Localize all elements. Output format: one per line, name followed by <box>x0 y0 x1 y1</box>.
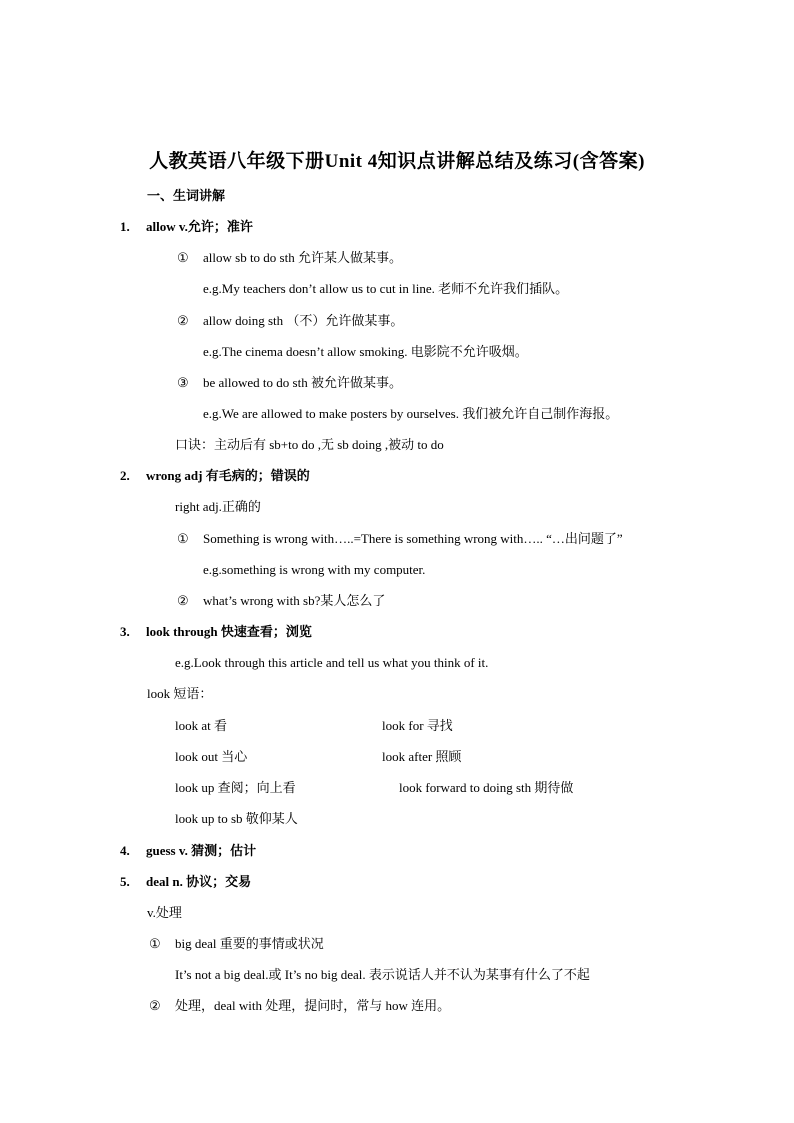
item-2-point-1 <box>177 530 623 548</box>
section-heading: 一、生词讲解 <box>147 188 226 203</box>
item-2-heading <box>120 467 310 485</box>
example-sentence: e.g.The cinema doesn’t allow smoking. 电影院不允许吸烟。 <box>203 344 528 359</box>
circled-number: ② <box>177 313 189 328</box>
circled-number: ② <box>149 998 161 1013</box>
antonym-note: right adj.正确的 <box>175 499 261 514</box>
example-sentence: e.g.We are allowed to make posters by ourselves. 我们被允许自己制作海报。 <box>203 406 619 421</box>
point-text: be allowed to do sth 被允许做某事。 <box>203 375 402 390</box>
item-number: 2. <box>120 468 130 483</box>
example-sentence: e.g.Look through this article and tell us what you think of it. <box>175 655 489 670</box>
circled-number: ② <box>177 593 189 608</box>
example-sentence: e.g.something is wrong with my computer. <box>203 562 426 577</box>
point-text: what’s wrong with sb?某人怎么了 <box>203 593 386 608</box>
item-1-point-2 <box>177 312 403 330</box>
item-number: 3. <box>120 624 130 639</box>
circled-number: ① <box>149 936 161 951</box>
example-sentence: e.g.My teachers don’t allow us to cut in line. 老师不允许我们插队。 <box>203 281 569 296</box>
phrase-right: look forward to doing sth 期待做 <box>399 780 574 795</box>
item-number: 4. <box>120 843 130 858</box>
item-title: deal n. 协议；交易 <box>146 874 252 889</box>
item-number: 5. <box>120 874 130 889</box>
circled-number: ① <box>177 531 189 546</box>
item-1-point-1 <box>177 249 402 267</box>
verb-sense: v.处理 <box>147 905 182 920</box>
item-number: 1. <box>120 219 130 234</box>
circled-number: ③ <box>177 375 189 390</box>
phrase-left: look up 查阅；向上看 <box>175 780 296 795</box>
item-1-heading <box>120 218 253 236</box>
phrase-left: look out 当心 <box>175 749 248 764</box>
phrase-right: look after 照顾 <box>382 749 462 764</box>
example-sentence: It’s not a big deal.或 It’s no big deal. 表示说话人并不认为某事有什么了不起 <box>175 967 590 982</box>
item-title: look through 快速查看；浏览 <box>146 624 312 639</box>
point-text: allow doing sth （不）允许做某事。 <box>203 313 404 328</box>
phrase-right: look for 寻找 <box>382 718 453 733</box>
phrase-group-label: look 短语： <box>147 686 213 701</box>
point-text: allow sb to do sth 允许某人做某事。 <box>203 250 402 265</box>
item-title: guess v. 猜测；估计 <box>146 843 257 858</box>
phrase-left: look up to sb 敬仰某人 <box>175 811 298 826</box>
item-title: allow v.允许；准许 <box>146 219 253 234</box>
item-2-point-2 <box>177 592 385 610</box>
item-5-point-1 <box>149 935 324 953</box>
item-4-heading <box>120 842 256 860</box>
item-1-point-3 <box>177 374 402 392</box>
phrase-left: look at 看 <box>175 718 227 733</box>
item-5-heading <box>120 873 251 891</box>
document-title: 人教英语八年级下册Unit 4知识点讲解总结及练习(含答案) <box>149 151 645 172</box>
item-3-heading <box>120 623 312 641</box>
mnemonic-rule: 口诀：主动后有 sb+to do ,无 sb doing ,被动 to do <box>175 437 444 452</box>
item-title: wrong adj 有毛病的；错误的 <box>146 468 310 483</box>
point-text: 处理，deal with 处理，提问时，常与 how 连用。 <box>175 998 451 1013</box>
point-text: Something is wrong with…..=There is something wrong with….. “…出问题了” <box>203 531 623 546</box>
point-text: big deal 重要的事情或状况 <box>175 936 324 951</box>
circled-number: ① <box>177 250 189 265</box>
item-5-point-2 <box>149 997 450 1015</box>
